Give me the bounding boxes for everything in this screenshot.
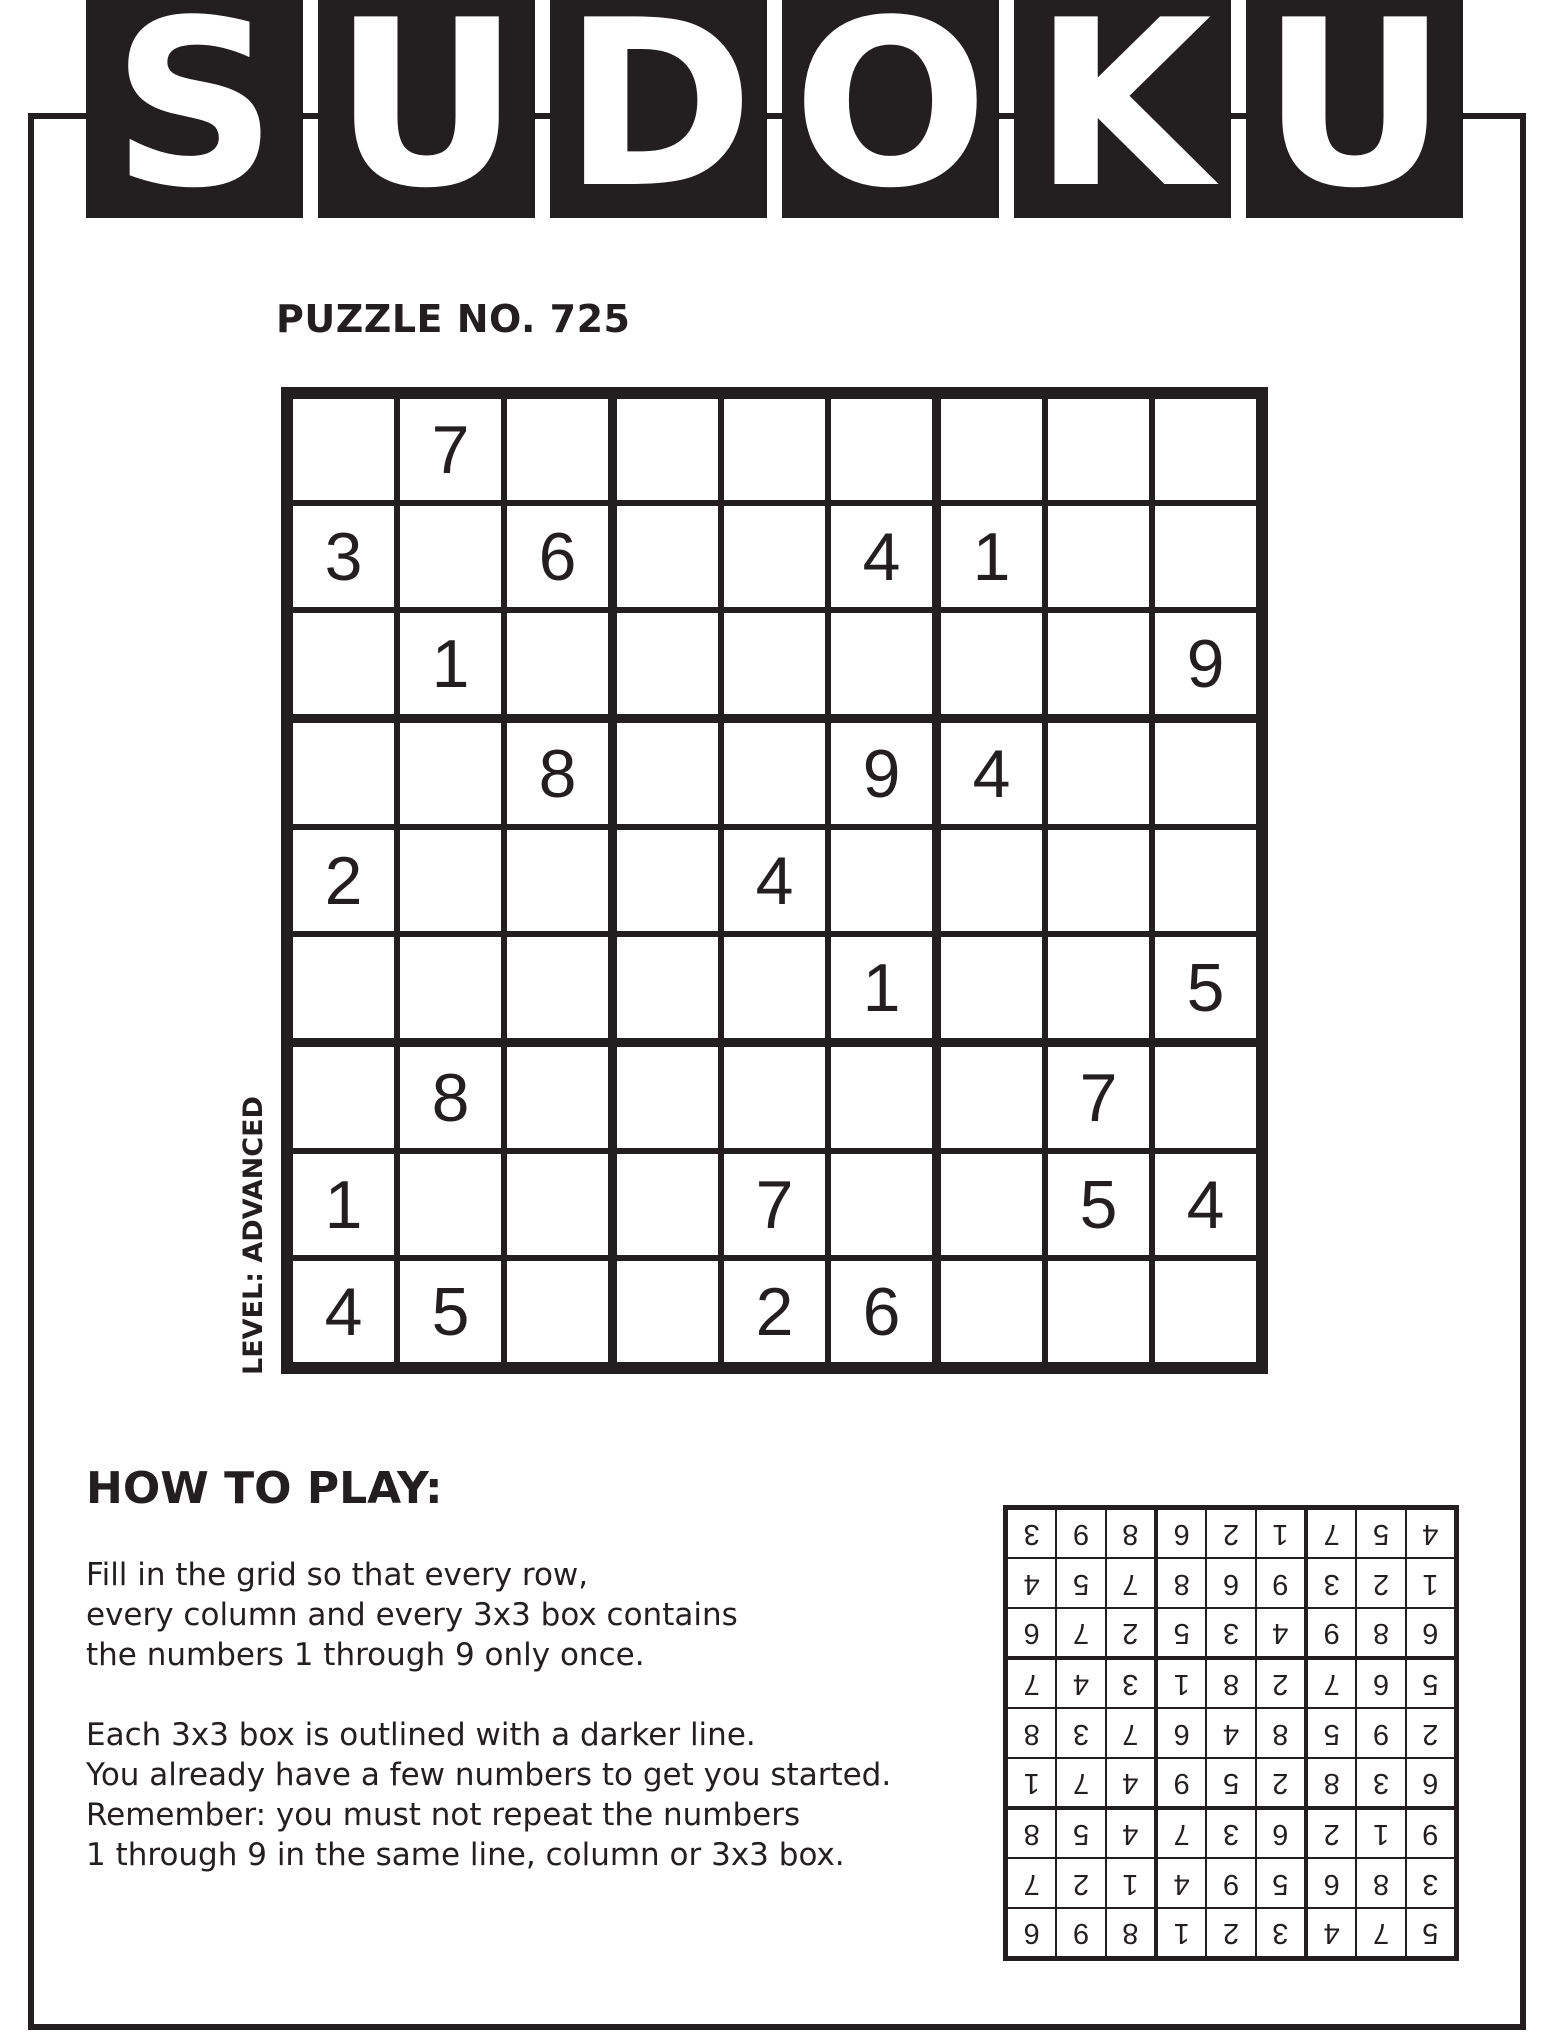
solution-cell: 7 [1057,1759,1104,1806]
solution-cell: 2 [1207,1909,1254,1956]
instruction-line: 1 through 9 in the same line, column or 3x3 box. [86,1837,845,1873]
difficulty-level: LEVEL: ADVANCED [238,1096,269,1375]
title-tile [1014,0,1231,239]
solution-cell: 6 [1158,1510,1205,1557]
solution-cell: 6 [1008,1609,1055,1656]
solution-cell: 2 [1357,1559,1404,1606]
solution-cell: 4 [1057,1660,1104,1707]
solution-cell: 8 [1357,1609,1404,1656]
sudoku-cell[interactable] [1048,613,1149,714]
sudoku-board [281,387,1268,1374]
solution-cell: 1 [1008,1759,1055,1806]
sudoku-cell[interactable] [724,1047,825,1148]
sudoku-box [617,1047,932,1362]
sudoku-cell[interactable] [507,1261,608,1362]
sudoku-cell[interactable]: 3 [293,506,394,607]
sudoku-cell[interactable]: 9 [1155,613,1256,714]
sudoku-cell[interactable] [507,613,608,714]
title-tile [86,0,303,239]
sudoku-cell[interactable] [941,399,1042,500]
solution-cell: 2 [1257,1759,1304,1806]
sudoku-cell[interactable] [1048,1261,1149,1362]
sudoku-cell[interactable] [400,937,501,1038]
solution-cell: 9 [1407,1810,1454,1857]
title-letter: S [111,0,278,239]
solution-cell: 8 [1257,1709,1304,1756]
solution-cell: 6 [1357,1660,1404,1707]
instruction-line: You already have a few numbers to get you started. [86,1757,892,1793]
solution-cell: 6 [1407,1759,1454,1806]
solution-cell: 4 [1207,1709,1254,1756]
sudoku-cell[interactable] [293,1047,394,1148]
sudoku-cell[interactable] [1155,506,1256,607]
sudoku-cell[interactable] [1155,723,1256,824]
title-tile [318,0,535,239]
sudoku-cell[interactable]: 6 [831,1261,932,1362]
solution-cell: 7 [1008,1859,1055,1906]
sudoku-box [1158,1510,1304,1656]
title-letter: U [333,0,520,239]
sudoku-cell[interactable] [617,1261,718,1362]
sudoku-cell[interactable] [1048,506,1149,607]
solution-cell: 3 [1308,1559,1355,1606]
solution-cell: 4 [1407,1510,1454,1557]
solution-cell: 6 [1308,1859,1355,1906]
sudoku-box [1008,1810,1154,1956]
sudoku-cell[interactable] [831,1154,932,1255]
sudoku-cell[interactable]: 5 [400,1261,501,1362]
solution-cell: 9 [1057,1909,1104,1956]
solution-cell: 5 [1407,1660,1454,1707]
solution-cell: 3 [1357,1759,1404,1806]
sudoku-cell[interactable] [617,830,718,931]
sudoku-box [1008,1510,1154,1656]
sudoku-cell[interactable] [941,830,1042,931]
solution-cell: 4 [1008,1559,1055,1606]
title-tile [550,0,767,239]
solution-cell: 3 [1257,1909,1304,1956]
sudoku-cell[interactable] [724,613,825,714]
sudoku-cell[interactable]: 5 [1048,1154,1149,1255]
sudoku-cell[interactable] [1048,399,1149,500]
title-letter: K [1033,0,1212,239]
solution-cell: 4 [1308,1909,1355,1956]
solution-cell: 7 [1107,1709,1154,1756]
sudoku-cell[interactable] [617,613,718,714]
solution-cell: 7 [1057,1609,1104,1656]
solution-cell: 7 [1308,1510,1355,1557]
instructions-paragraph-2 [86,1715,986,1875]
solution-cell: 9 [1057,1510,1104,1557]
sudoku-cell[interactable] [293,613,394,714]
solution-cell: 6 [1207,1559,1254,1606]
solution-cell: 3 [1407,1859,1454,1906]
sudoku-cell[interactable]: 9 [831,723,932,824]
sudoku-box [1308,1810,1454,1956]
sudoku-cell[interactable]: 6 [507,506,608,607]
solution-cell: 2 [1107,1609,1154,1656]
sudoku-cell[interactable]: 8 [507,723,608,824]
solution-cell: 5 [1308,1709,1355,1756]
instruction-line: every column and every 3x3 box contains [86,1597,738,1633]
sudoku-cell[interactable]: 2 [293,830,394,931]
solution-cell: 8 [1107,1510,1154,1557]
solution-cell: 5 [1257,1859,1304,1906]
title-letter: O [792,0,989,239]
sudoku-box [617,399,932,714]
sudoku-cell[interactable]: 1 [831,937,932,1038]
sudoku-cell[interactable] [293,937,394,1038]
solution-cell: 6 [1008,1909,1055,1956]
solution-cell: 4 [1158,1859,1205,1906]
solution-cell: 7 [1308,1660,1355,1707]
title-tile [782,0,999,239]
solution-cell: 7 [1107,1559,1154,1606]
sudoku-cell[interactable] [941,1261,1042,1362]
solution-cell: 2 [1207,1510,1254,1557]
sudoku-cell[interactable] [293,399,394,500]
solution-cell: 9 [1357,1709,1404,1756]
solution-cell: 1 [1158,1660,1205,1707]
sudoku-cell[interactable] [1048,830,1149,931]
solution-cell: 1 [1357,1810,1404,1857]
sudoku-cell[interactable] [724,723,825,824]
sudoku-cell[interactable]: 8 [400,1047,501,1148]
solution-cell: 5 [1158,1609,1205,1656]
sudoku-cell[interactable] [724,506,825,607]
how-to-play-heading: HOW TO PLAY: [86,1463,443,1514]
solution-grid [1003,1505,1459,1961]
solution-cell: 9 [1207,1859,1254,1906]
sudoku-cell[interactable]: 4 [293,1261,394,1362]
sudoku-box [293,1047,608,1362]
solution-cell: 3 [1107,1660,1154,1707]
sudoku-box [941,399,1256,714]
solution-cell: 4 [1107,1759,1154,1806]
sudoku-cell[interactable]: 4 [724,830,825,931]
sudoku-box [1008,1660,1154,1806]
sudoku-cell[interactable] [400,506,501,607]
sudoku-cell[interactable] [831,613,932,714]
title-letter: U [1261,0,1448,239]
solution-cell: 1 [1407,1559,1454,1606]
solution-cell: 8 [1207,1660,1254,1707]
sudoku-cell[interactable] [831,830,932,931]
sudoku-cell[interactable] [617,399,718,500]
solution-cell: 4 [1107,1810,1154,1857]
solution-cell: 8 [1008,1810,1055,1857]
solution-cell: 1 [1107,1859,1154,1906]
sudoku-cell[interactable] [941,1154,1042,1255]
instruction-line: Each 3x3 box is outlined with a darker line. [86,1717,756,1753]
title-letter: D [563,0,754,239]
sudoku-box [1158,1660,1304,1806]
sudoku-cell[interactable] [507,1047,608,1148]
sudoku-box [941,1047,1256,1362]
sudoku-cell[interactable] [617,1047,718,1148]
sudoku-cell[interactable] [1155,1261,1256,1362]
solution-cell: 5 [1357,1510,1404,1557]
sudoku-cell[interactable] [1155,830,1256,931]
sudoku-cell[interactable]: 1 [941,506,1042,607]
solution-cell: 7 [1357,1909,1404,1956]
sudoku-box [1308,1660,1454,1806]
sudoku-cell[interactable]: 5 [1155,937,1256,1038]
solution-cell: 5 [1057,1810,1104,1857]
sudoku-cell[interactable]: 4 [831,506,932,607]
solution-cell: 8 [1008,1709,1055,1756]
sudoku-cell[interactable] [617,506,718,607]
sudoku-cell[interactable] [293,723,394,824]
sudoku-cell[interactable] [941,613,1042,714]
sudoku-cell[interactable] [507,937,608,1038]
solution-cell: 3 [1207,1609,1254,1656]
solution-cell: 3 [1008,1510,1055,1557]
sudoku-box [941,723,1256,1038]
sudoku-cell[interactable] [941,1047,1042,1148]
sudoku-cell[interactable] [617,723,718,824]
sudoku-box [1158,1810,1304,1956]
sudoku-cell[interactable] [831,1047,932,1148]
sudoku-cell[interactable]: 1 [400,613,501,714]
solution-cell: 1 [1257,1510,1304,1557]
solution-cell: 8 [1107,1909,1154,1956]
sudoku-box [617,723,932,1038]
solution-cell: 9 [1158,1759,1205,1806]
sudoku-cell[interactable]: 4 [1155,1154,1256,1255]
solution-cell: 2 [1257,1660,1304,1707]
solution-cell: 5 [1407,1909,1454,1956]
sudoku-cell[interactable] [400,1154,501,1255]
instruction-line: the numbers 1 through 9 only once. [86,1637,645,1673]
sudoku-cell[interactable] [724,937,825,1038]
sudoku-cell[interactable] [831,399,932,500]
solution-cell: 8 [1357,1859,1404,1906]
sudoku-cell[interactable]: 7 [724,1154,825,1255]
sudoku-cell[interactable]: 4 [941,723,1042,824]
sudoku-cell[interactable] [724,399,825,500]
solution-cell: 6 [1158,1709,1205,1756]
solution-cell: 8 [1308,1759,1355,1806]
sudoku-cell[interactable] [617,937,718,1038]
sudoku-cell[interactable]: 1 [293,1154,394,1255]
solution-cell: 2 [1308,1810,1355,1857]
solution-cell: 6 [1407,1609,1454,1656]
sudoku-box [293,723,608,1038]
sudoku-cell[interactable] [507,1154,608,1255]
sudoku-cell[interactable] [1048,723,1149,824]
sudoku-cell[interactable] [1155,1047,1256,1148]
sudoku-box [1308,1510,1454,1656]
sudoku-cell[interactable] [617,1154,718,1255]
title-tile [1246,0,1463,239]
sudoku-box [293,399,608,714]
solution-cell: 9 [1257,1559,1304,1606]
solution-cell: 3 [1057,1709,1104,1756]
puzzle-number: PUZZLE NO. 725 [276,297,631,341]
solution-cell: 3 [1207,1810,1254,1857]
instructions-paragraph-1 [86,1555,986,1675]
sudoku-cell[interactable] [507,830,608,931]
sudoku-cell[interactable]: 2 [724,1261,825,1362]
solution-cell: 9 [1308,1609,1355,1656]
sudoku-cell[interactable] [941,937,1042,1038]
sudoku-cell[interactable]: 7 [1048,1047,1149,1148]
sudoku-cell[interactable] [400,723,501,824]
sudoku-cell[interactable] [1155,399,1256,500]
solution-cell: 6 [1257,1810,1304,1857]
solution-cell: 5 [1207,1759,1254,1806]
sudoku-cell[interactable] [507,399,608,500]
solution-cell: 1 [1158,1909,1205,1956]
solution-cell: 8 [1158,1559,1205,1606]
solution-cell: 2 [1057,1859,1104,1906]
title-banner [86,0,1466,239]
solution-cell: 5 [1057,1559,1104,1606]
solution-cell: 7 [1158,1810,1205,1857]
sudoku-cell[interactable] [1048,937,1149,1038]
instruction-line: Fill in the grid so that every row, [86,1557,589,1593]
sudoku-cell[interactable]: 7 [400,399,501,500]
solution-cell: 2 [1407,1709,1454,1756]
sudoku-cell[interactable] [400,830,501,931]
solution-cell: 7 [1008,1660,1055,1707]
instruction-line: Remember: you must not repeat the numbers [86,1797,801,1833]
solution-cell: 4 [1257,1609,1304,1656]
